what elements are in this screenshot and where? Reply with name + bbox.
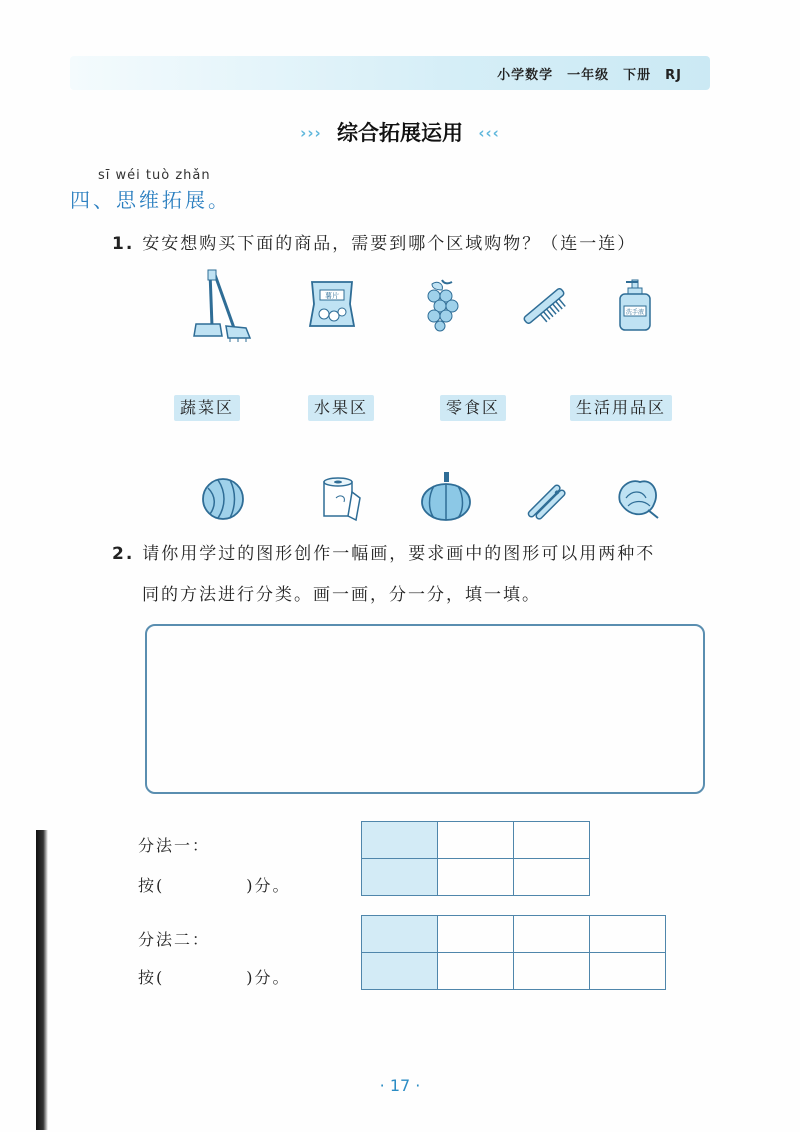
- grid-cell[interactable]: [438, 859, 514, 896]
- header-text: 小学数学 一年级 下册 RJ: [497, 68, 682, 83]
- area-label-fruit[interactable]: 水果区: [308, 395, 374, 421]
- right-chevrons-icon: ‹‹‹: [478, 124, 500, 142]
- method-1-suffix: )分。: [246, 876, 291, 895]
- method-2-fill: [138, 965, 291, 988]
- grid-cell[interactable]: [438, 916, 514, 953]
- grid-cell[interactable]: [514, 859, 590, 896]
- grid-cell[interactable]: [438, 953, 514, 990]
- question-2-line-2: 同的方法进行分类。画一画，分一分，填一填。: [142, 585, 541, 605]
- drawing-area[interactable]: [145, 624, 705, 794]
- nail-clipper-icon[interactable]: [522, 478, 572, 524]
- question-2-number: 2.: [112, 544, 135, 564]
- method-1-fill: [138, 873, 291, 896]
- soap-label: 洗手液: [625, 309, 645, 316]
- question-1: [112, 229, 636, 254]
- area-label-snack[interactable]: 零食区: [440, 395, 506, 421]
- chips-bag-icon[interactable]: [304, 276, 360, 332]
- mop-broom-icon[interactable]: [190, 268, 254, 344]
- area-label-daily-goods[interactable]: 生活用品区: [570, 395, 672, 421]
- watermelon-icon[interactable]: [198, 474, 248, 524]
- method-2-prefix: 按(: [138, 968, 165, 987]
- grid-cell[interactable]: [590, 953, 666, 990]
- method-2-title: 分法二：: [138, 930, 211, 949]
- pumpkin-icon[interactable]: [418, 470, 474, 524]
- grid-cell-header[interactable]: [362, 916, 438, 953]
- grid-cell-header[interactable]: [362, 859, 438, 896]
- header-band: [70, 56, 710, 90]
- part-pinyin: sī wéi tuò zhǎn: [98, 168, 211, 183]
- grid-cell-header[interactable]: [362, 822, 438, 859]
- question-1-number: 1.: [112, 234, 135, 254]
- area-label-vegetable[interactable]: 蔬菜区: [174, 395, 240, 421]
- method-1-grid: [361, 821, 590, 896]
- soap-dispenser-icon[interactable]: [608, 278, 664, 334]
- page-number: · 17 ·: [379, 1076, 421, 1095]
- question-2-line-1: 请你用学过的图形创作一幅画，要求画中的图形可以用两种不: [142, 544, 656, 564]
- scan-edge-shadow: [36, 830, 48, 1130]
- section-title-text: 综合拓展运用: [337, 121, 463, 145]
- grid-cell[interactable]: [514, 822, 590, 859]
- section-title: [0, 117, 800, 147]
- grid-cell-header[interactable]: [362, 953, 438, 990]
- toilet-paper-icon[interactable]: [316, 474, 366, 524]
- part-heading: 四、思维拓展。: [70, 188, 231, 212]
- cabbage-icon[interactable]: [612, 472, 662, 522]
- left-chevrons-icon: ›››: [300, 124, 322, 142]
- grid-cell[interactable]: [590, 916, 666, 953]
- grid-cell[interactable]: [438, 822, 514, 859]
- question-1-text: 安安想购买下面的商品，需要到哪个区域购物？（连一连）: [142, 234, 637, 254]
- question-2: [112, 539, 655, 564]
- comb-icon[interactable]: [516, 278, 572, 334]
- method-1-title: 分法一：: [138, 836, 211, 855]
- method-2-grid: [361, 915, 666, 990]
- grid-cell[interactable]: [514, 953, 590, 990]
- method-1-prefix: 按(: [138, 876, 165, 895]
- chips-bag-label: 薯片: [325, 292, 339, 300]
- method-2-suffix: )分。: [246, 968, 291, 987]
- grapes-icon[interactable]: [414, 276, 470, 332]
- grid-cell[interactable]: [514, 916, 590, 953]
